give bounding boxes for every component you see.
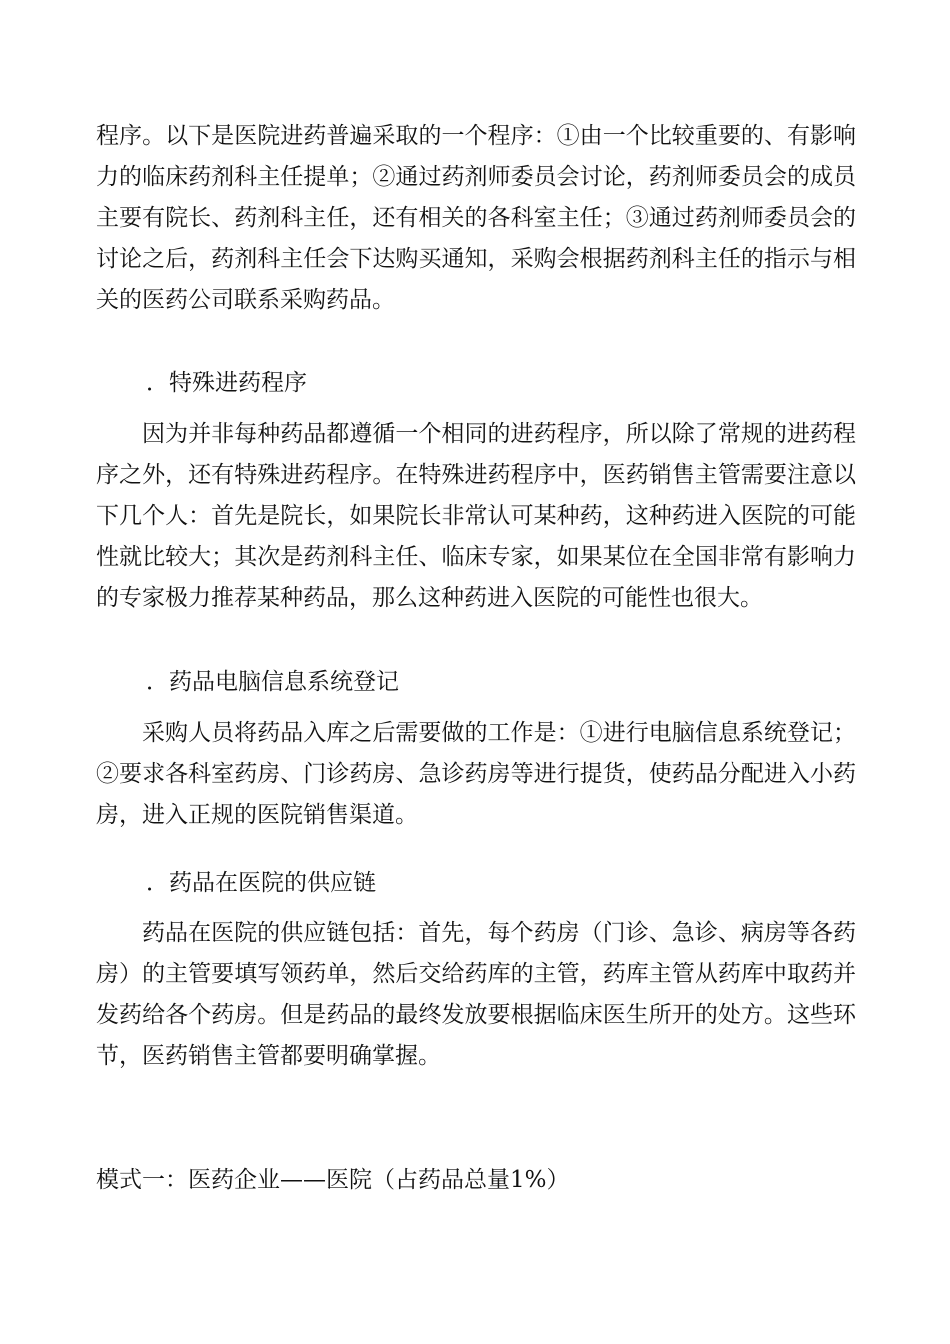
paragraph-procedure: 程序。以下是医院进药普遍采取的一个程序：①由一个比较重要的、有影响力的临床药剂科主任提单；②通过药剂师委员会讨论，药剂师委员会的成员主要有院长、药剂科主任，还有相关的各科室主任；③通过药剂师委员会的讨论之后，药剂科主任会下达购买通知，采购会根据药剂科主任的指示与相关的医药公司联系采购药品。: [96, 123, 856, 313]
paragraph-supply-chain: 药品在医院的供应链包括：首先，每个药房（门诊、急诊、病房等各药房）的主管要填写领药单，然后交给药库的主管，药库主管从药库中取药并发药给各个药房。但是药品的最终发放要根据临床医生所开的处方。这些环节，医药销售主管都要明确掌握。: [96, 920, 856, 1069]
paragraph-computer-registration: 采购人员将药品入库之后需要做的工作是：①进行电脑信息系统登记；②要求各科室药房、门诊药房、急诊药房等进行提货，使药品分配进入小药房，进入正规的医院销售渠道。: [96, 720, 856, 828]
section-heading-computer-registration: ．药品电脑信息系统登记: [146, 669, 399, 695]
section-heading-special-procedure: ．特殊进药程序: [146, 370, 307, 396]
mode-one-title: 模式一：医药企业——医院（占药品总量1%）: [96, 1167, 570, 1193]
paragraph-special-procedure: 因为并非每种药品都遵循一个相同的进药程序，所以除了常规的进药程序之外，还有特殊进药程序。在特殊进药程序中，医药销售主管需要注意以下几个人：首先是院长，如果院长非常认可某种药，这种药进入医院的可能性就比较大；其次是药剂科主任、临床专家，如果某位在全国非常有影响力的专家极力推荐某种药品，那么这种药进入医院的可能性也很大。: [96, 421, 856, 611]
section-heading-supply-chain: ．药品在医院的供应链: [146, 870, 376, 896]
